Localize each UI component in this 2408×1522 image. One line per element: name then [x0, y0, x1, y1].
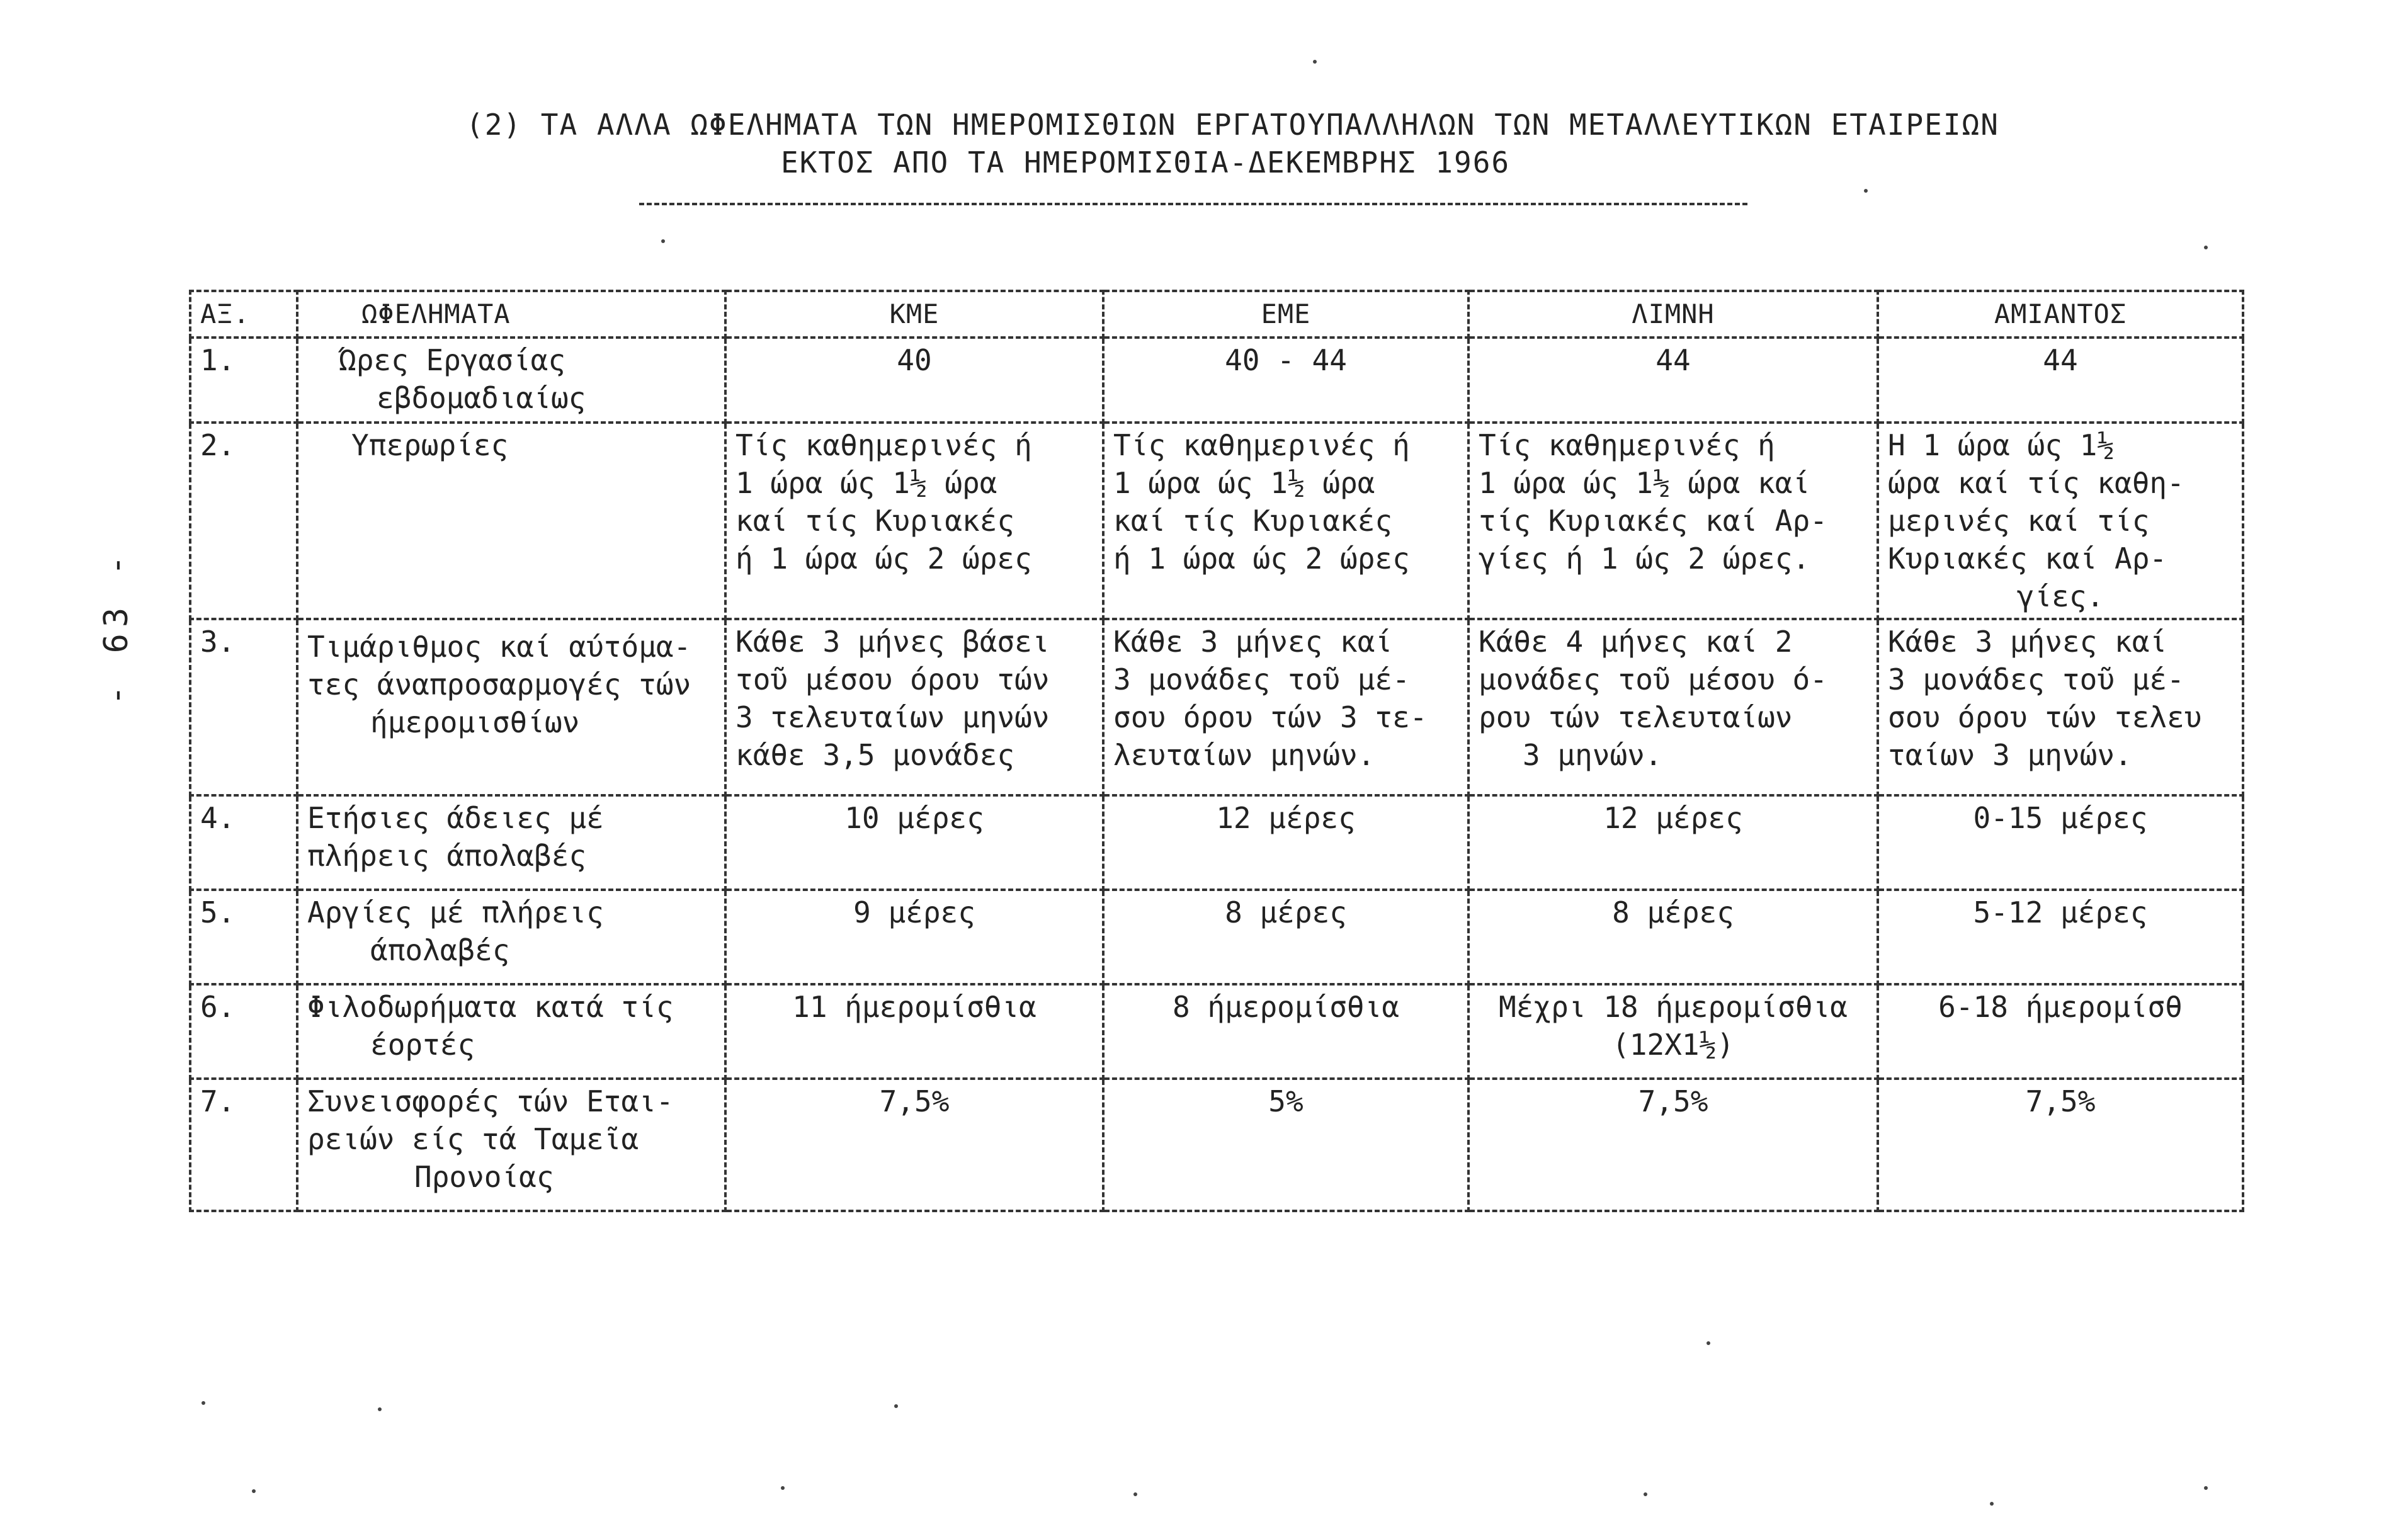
- kme-line: 3 τελευταίων μηνών: [735, 700, 1050, 734]
- amiantos-cell: [1878, 423, 2243, 619]
- eme-line: λευταίων μηνών.: [1113, 738, 1375, 772]
- scan-speck: [1864, 189, 1868, 193]
- row-number: 5.: [190, 890, 297, 984]
- limni-line: 8 μέρες: [1612, 895, 1734, 929]
- limni-cell: [1468, 1079, 1878, 1211]
- kme-line: κάθε 3,5 μονάδες: [735, 738, 1015, 772]
- benefit-line: ήμερομισθίων: [370, 705, 580, 739]
- amiantos-cell: [1878, 890, 2243, 984]
- benefit-cell: [297, 795, 725, 890]
- eme-line: 12 μέρες: [1216, 801, 1356, 835]
- eme-line: 1 ώρα ώς 1½ ώρα: [1113, 466, 1375, 500]
- benefit-line: εβδομαδιαίως: [377, 381, 586, 415]
- limni-line: 1 ώρα ώς 1½ ώρα καί: [1479, 466, 1810, 500]
- amiantos-line: 5-12 μέρες: [1973, 895, 2148, 929]
- benefit-cell: [297, 890, 725, 984]
- limni-line: ρου τών τελευταίων: [1479, 700, 1793, 734]
- limni-cell: [1468, 795, 1878, 890]
- scan-speck: [202, 1401, 205, 1405]
- benefit-line: Συνεισφορές τών Εται-: [307, 1084, 674, 1118]
- scan-speck: [1133, 1492, 1137, 1496]
- document-title: (2) ΤΑ ΑΛΛΑ ΩΦΕΛΗΜΑΤΑ ΤΩΝ ΗΜΕΡΟΜΙΣΘΙΩΝ ΕΡΓΑΤΟΥΠΑΛΛΗΛΩΝ ΤΩΝ ΜΕΤΑΛΛΕΥΤΙΚΩΝ ΕΤΑΙΡΕΙΩΝ: [466, 108, 1999, 142]
- table-header-row: [190, 291, 2243, 338]
- eme-cell: [1103, 338, 1468, 423]
- benefit-line: Τιμάριθμος καί αύτόμα-: [307, 630, 691, 664]
- kme-cell: [725, 795, 1103, 890]
- benefit-line: Ετήσιες άδειες μέ: [307, 801, 604, 835]
- kme-cell: [725, 423, 1103, 619]
- table-row: [190, 890, 2243, 984]
- eme-line: ή 1 ώρα ώς 2 ώρες: [1113, 542, 1410, 576]
- benefit-line: άπολαβές: [370, 933, 510, 967]
- row-number: 7.: [190, 1079, 297, 1211]
- limni-cell: [1468, 619, 1878, 795]
- eme-cell: [1103, 1079, 1468, 1211]
- limni-line: 44: [1655, 343, 1691, 377]
- amiantos-line: 44: [2043, 343, 2078, 377]
- scan-speck: [1644, 1492, 1647, 1496]
- limni-cell: [1468, 423, 1878, 619]
- header-limni: ΛΙΜΝΗ: [1468, 291, 1878, 338]
- kme-cell: [725, 619, 1103, 795]
- amiantos-line: Η 1 ώρα ώς 1½: [1888, 428, 2115, 462]
- amiantos-cell: [1878, 619, 2243, 795]
- eme-line: 8 ήμερομίσθια: [1172, 990, 1400, 1024]
- limni-line: 12 μέρες: [1603, 801, 1743, 835]
- amiantos-cell: [1878, 338, 2243, 423]
- scan-speck: [2204, 246, 2208, 249]
- document-subtitle: ΕΚΤΟΣ ΑΠΟ ΤΑ ΗΜΕΡΟΜΙΣΘΙΑ-ΔΕΚΕΜΒΡΗΣ 1966: [781, 145, 1511, 179]
- limni-line: Μέχρι 18 ήμερομίσθια: [1499, 990, 1848, 1024]
- row-number: 4.: [190, 795, 297, 890]
- eme-line: 8 μέρες: [1225, 895, 1347, 929]
- header-kme: ΚΜΕ: [725, 291, 1103, 338]
- eme-cell: [1103, 984, 1468, 1079]
- kme-cell: [725, 1079, 1103, 1211]
- amiantos-line: ταίων 3 μηνών.: [1888, 738, 2132, 772]
- header-benefits: ΩΦΕΛΗΜΑΤΑ: [297, 291, 725, 338]
- benefits-table: [189, 290, 2244, 1212]
- table-row: [190, 619, 2243, 795]
- benefit-cell: [297, 1079, 725, 1211]
- kme-cell: [725, 890, 1103, 984]
- scan-speck: [781, 1486, 785, 1490]
- kme-line: 40: [897, 343, 932, 377]
- limni-line: Κάθε 4 μήνες καί 2: [1479, 625, 1793, 659]
- limni-cell: [1468, 984, 1878, 1079]
- limni-line: 3 μηνών.: [1523, 738, 1662, 772]
- scan-speck: [1990, 1502, 1994, 1506]
- scan-speck: [378, 1407, 382, 1411]
- eme-line: 3 μονάδες τοῦ μέ-: [1113, 662, 1410, 696]
- eme-line: καί τίς Κυριακές: [1113, 504, 1393, 538]
- title-underline: [639, 203, 1747, 205]
- amiantos-line: γίες.: [2016, 579, 2104, 613]
- table-row: [190, 423, 2243, 619]
- limni-line: τίς Κυριακές καί Αρ-: [1479, 504, 1827, 538]
- benefit-cell: [297, 423, 725, 619]
- kme-line: 7,5%: [879, 1084, 950, 1118]
- amiantos-line: Κυριακές καί Αρ-: [1888, 542, 2167, 576]
- kme-line: 10 μέρες: [844, 801, 984, 835]
- amiantos-line: 6-18 ήμερομίσθ: [1938, 990, 2183, 1024]
- header-amiantos: ΑΜΙΑΝΤΟΣ: [1878, 291, 2243, 338]
- row-number: 3.: [190, 619, 297, 795]
- scan-speck: [661, 239, 665, 243]
- kme-cell: [725, 338, 1103, 423]
- eme-line: 5%: [1268, 1084, 1303, 1118]
- limni-cell: [1468, 890, 1878, 984]
- scan-speck: [1313, 60, 1317, 64]
- amiantos-cell: [1878, 795, 2243, 890]
- table-row: [190, 1079, 2243, 1211]
- benefit-cell: [297, 338, 725, 423]
- row-number: 1.: [190, 338, 297, 423]
- limni-line: Τίς καθημερινές ή: [1479, 428, 1775, 462]
- table-row: [190, 338, 2243, 423]
- benefit-line: Προνοίας: [414, 1160, 554, 1194]
- header-number: ΑΞ.: [190, 291, 297, 338]
- limni-cell: [1468, 338, 1878, 423]
- scan-speck: [1707, 1341, 1710, 1345]
- kme-line: καί τίς Κυριακές: [735, 504, 1015, 538]
- benefit-line: τες άναπροσαρμογές τών: [307, 667, 691, 701]
- limni-line: 7,5%: [1638, 1084, 1708, 1118]
- limni-line: γίες ή 1 ώς 2 ώρες.: [1479, 542, 1810, 576]
- kme-line: 9 μέρες: [853, 895, 975, 929]
- amiantos-cell: [1878, 1079, 2243, 1211]
- benefit-cell: [297, 619, 725, 795]
- eme-line: 40 - 44: [1225, 343, 1347, 377]
- kme-line: τοῦ μέσου όρου τών: [735, 662, 1050, 696]
- eme-cell: [1103, 423, 1468, 619]
- scan-speck: [894, 1404, 898, 1408]
- kme-line: Τίς καθημερινές ή: [735, 428, 1032, 462]
- limni-line: μονάδες τοῦ μέσου ό-: [1479, 662, 1827, 696]
- limni-line: (12Χ1½): [1612, 1028, 1734, 1062]
- kme-line: 1 ώρα ώς 1½ ώρα: [735, 466, 997, 500]
- kme-line: Κάθε 3 μήνες βάσει: [735, 625, 1050, 659]
- header-eme: ΕΜΕ: [1103, 291, 1468, 338]
- benefit-line: έορτές: [370, 1028, 475, 1062]
- benefit-line: Ώρες Εργασίας: [339, 343, 566, 377]
- table-row: [190, 795, 2243, 890]
- amiantos-line: 3 μονάδες τοῦ μέ-: [1888, 662, 2184, 696]
- eme-cell: [1103, 890, 1468, 984]
- amiantos-line: 7,5%: [2025, 1084, 2096, 1118]
- eme-cell: [1103, 619, 1468, 795]
- benefit-line: ρειών είς τά Ταμεῖα: [307, 1122, 639, 1156]
- kme-line: 11 ήμερομίσθια: [792, 990, 1036, 1024]
- eme-line: Τίς καθημερινές ή: [1113, 428, 1410, 462]
- amiantos-line: σου όρου τών τελευ: [1888, 700, 2202, 734]
- eme-line: Κάθε 3 μήνες καί: [1113, 625, 1393, 659]
- page-number: - 63 -: [98, 549, 135, 705]
- eme-cell: [1103, 795, 1468, 890]
- row-number: 2.: [190, 423, 297, 619]
- scan-speck: [252, 1489, 256, 1493]
- scan-speck: [2204, 1486, 2208, 1490]
- amiantos-line: Κάθε 3 μήνες καί: [1888, 625, 2167, 659]
- amiantos-line: 0-15 μέρες: [1973, 801, 2148, 835]
- eme-line: σου όρου τών 3 τε-: [1113, 700, 1428, 734]
- amiantos-cell: [1878, 984, 2243, 1079]
- benefit-line: Φιλοδωρήματα κατά τίς: [307, 990, 674, 1024]
- benefit-line: πλήρεις άπολαβές: [307, 839, 587, 873]
- benefit-cell: [297, 984, 725, 1079]
- kme-line: ή 1 ώρα ώς 2 ώρες: [735, 542, 1032, 576]
- kme-cell: [725, 984, 1103, 1079]
- table-row: [190, 984, 2243, 1079]
- row-number: 6.: [190, 984, 297, 1079]
- amiantos-line: ώρα καί τίς καθη-: [1888, 466, 2184, 500]
- benefit-line: Υπερωρίες: [351, 428, 509, 462]
- benefit-line: Αργίες μέ πλήρεις: [307, 895, 604, 929]
- amiantos-line: μερινές καί τίς: [1888, 504, 2150, 538]
